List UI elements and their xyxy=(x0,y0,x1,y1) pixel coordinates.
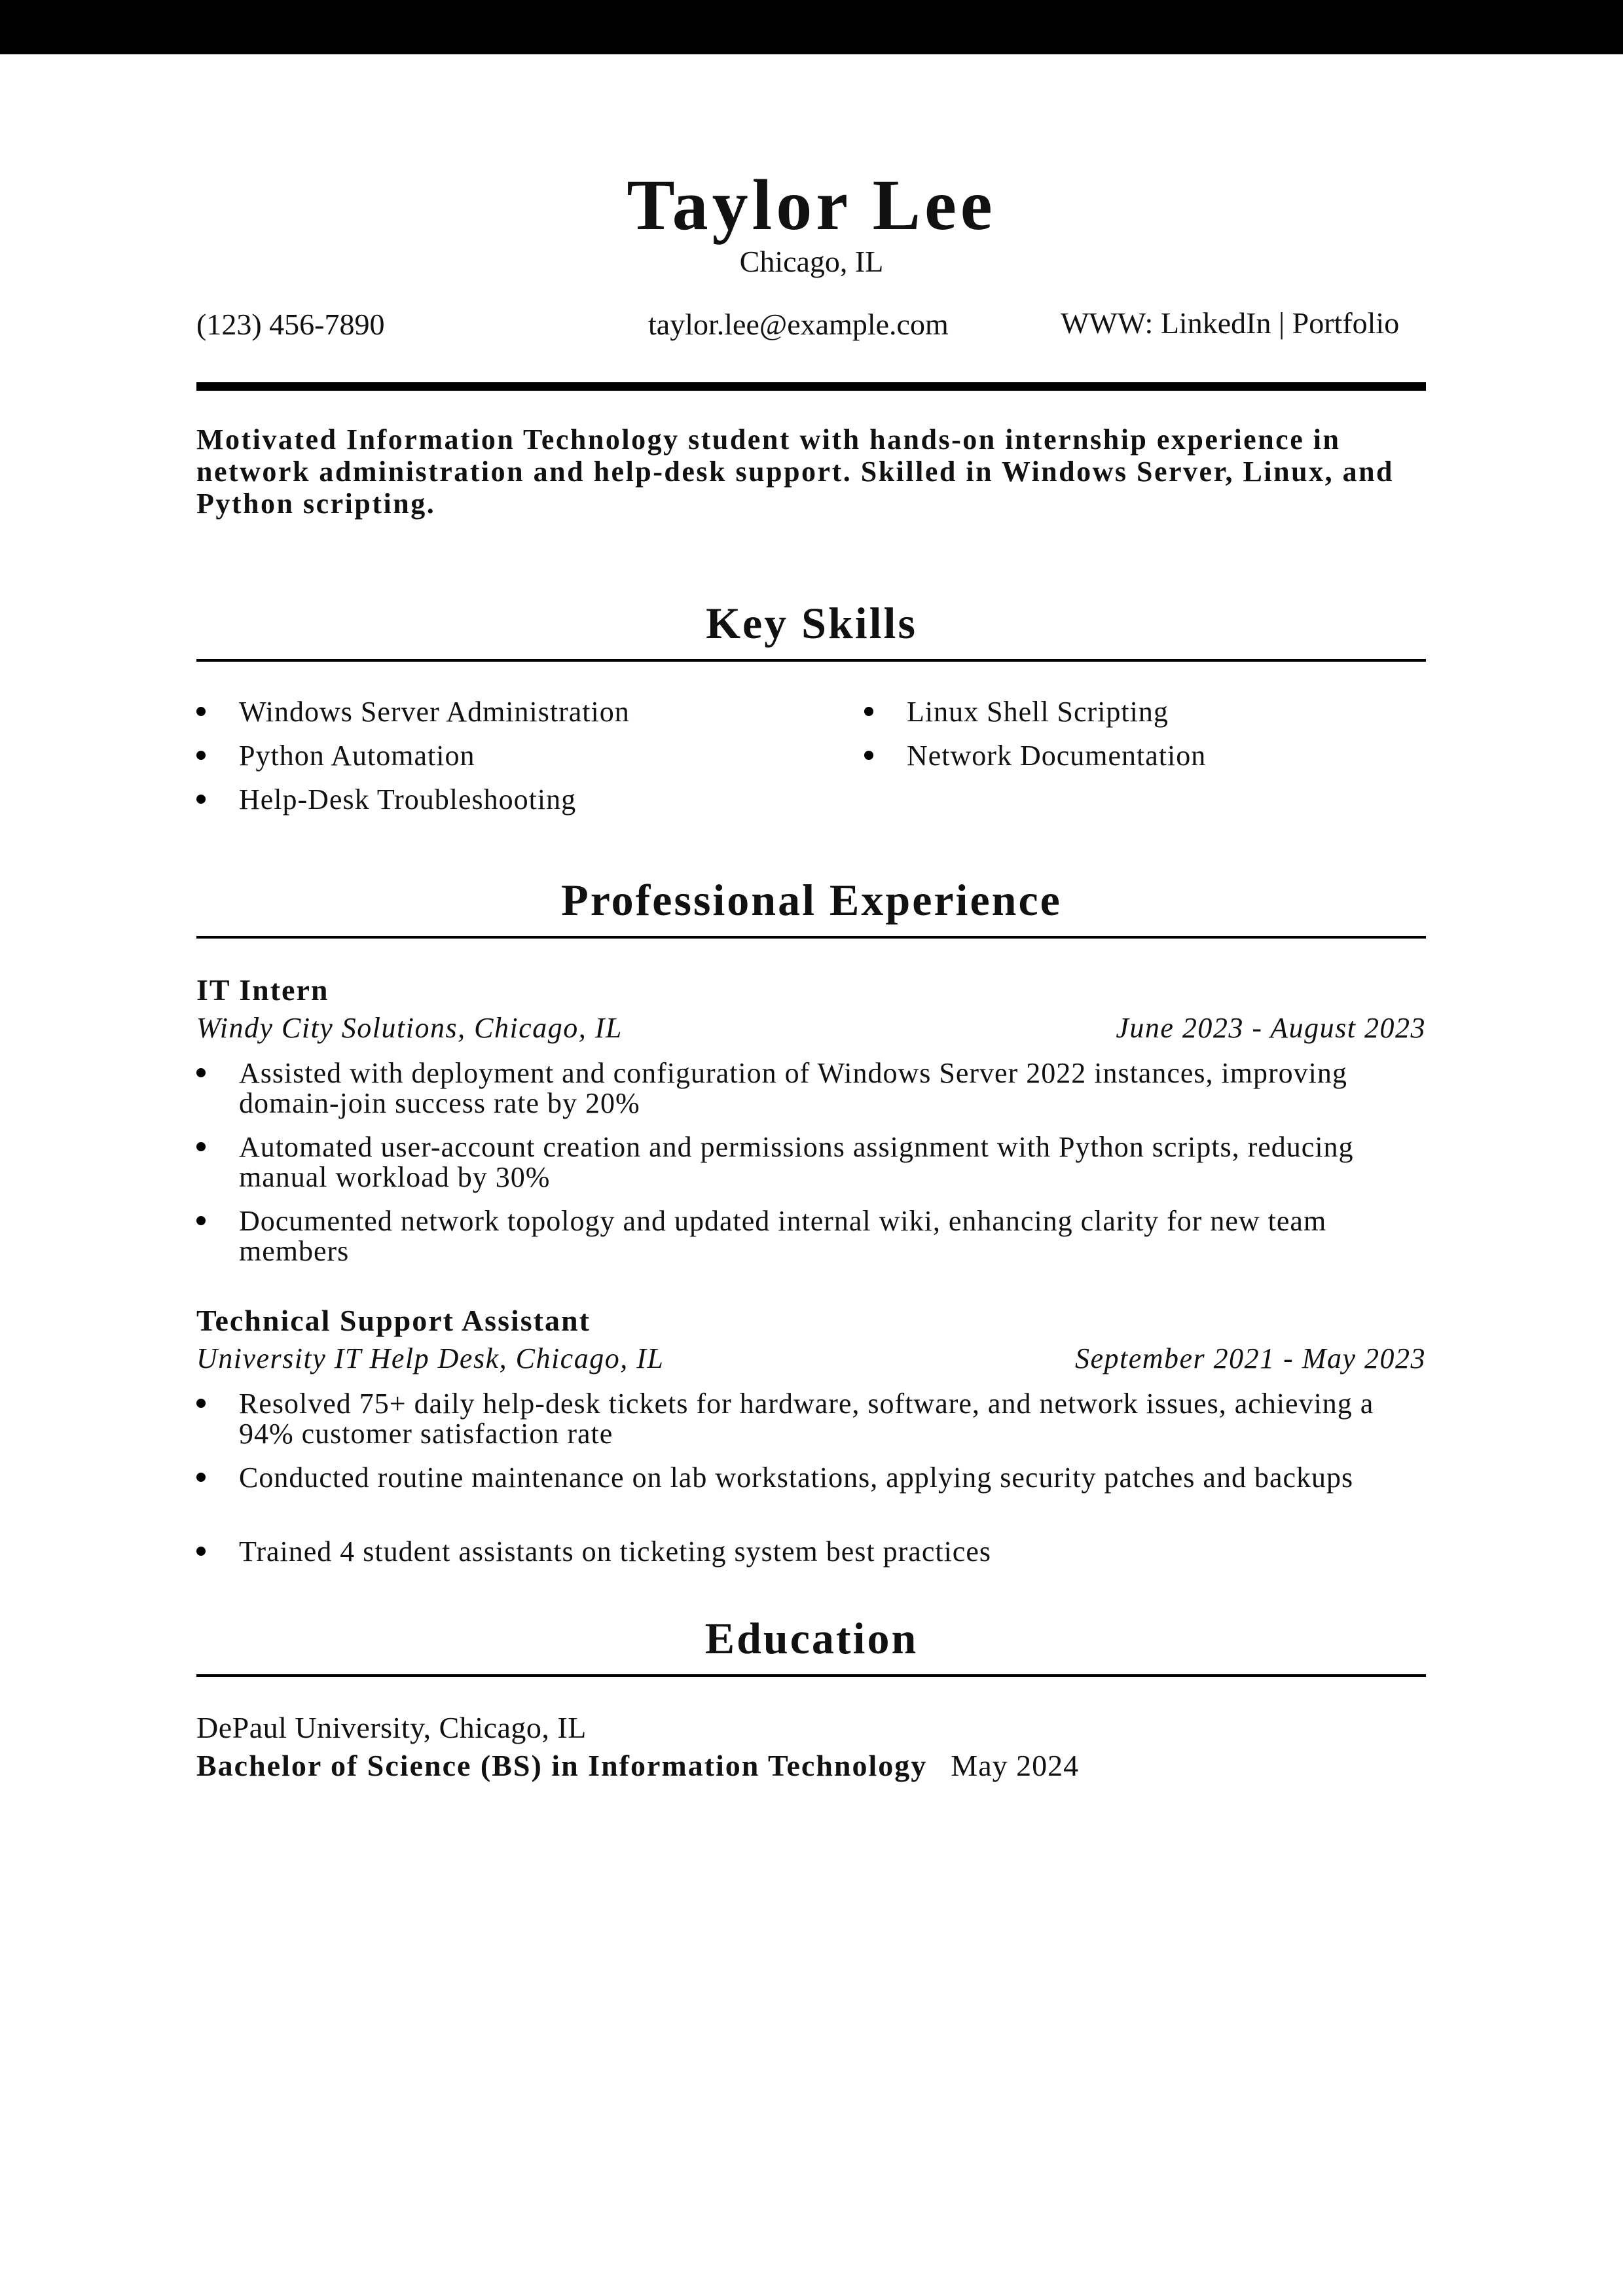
job-bullet: Trained 4 student assistants on ticketing system best practices xyxy=(239,1535,991,1568)
skill-item: Python Automation xyxy=(239,740,475,772)
education-degree: Bachelor of Science (BS) in Information Technology xyxy=(196,1749,928,1782)
skill-item: Windows Server Administration xyxy=(239,696,630,728)
key-skills-divider xyxy=(196,659,1426,662)
education-school: DePaul University, Chicago, IL xyxy=(196,1711,587,1744)
skill-item: Network Documentation xyxy=(907,740,1207,772)
job-company: University IT Help Desk, Chicago, IL xyxy=(196,1342,665,1374)
top-black-bar xyxy=(0,0,1623,54)
bullet-icon xyxy=(196,1068,206,1077)
job-title: IT Intern xyxy=(196,973,329,1007)
bullet-icon xyxy=(196,1547,206,1556)
bullet-icon xyxy=(196,1399,206,1408)
education-divider xyxy=(196,1674,1426,1677)
experience-divider xyxy=(196,936,1426,939)
candidate-location: Chicago, IL xyxy=(739,245,884,278)
bullet-icon xyxy=(196,1473,206,1482)
bullet-icon xyxy=(196,795,206,804)
education-date: May 2024 xyxy=(951,1749,1080,1782)
professional-summary: Motivated Information Technology student with hands-on internship experience in network administration and help-desk support. Skilled in Windows Server, Linux, and Python scripting. xyxy=(196,423,1395,520)
job-bullet: Assisted with deployment and configuration of Windows Server 2022 instances, improving domain-join success rate by 20% xyxy=(239,1057,1347,1119)
job-bullet: Automated user-account creation and permissions assignment with Python scripts, reducing manual workload by 30% xyxy=(239,1131,1354,1193)
job-bullet: Documented network topology and updated internal wiki, enhancing clarity for new team members xyxy=(239,1205,1327,1267)
job-dates: September 2021 - May 2023 xyxy=(1074,1342,1426,1374)
phone-number: (123) 456-7890 xyxy=(196,308,385,341)
job-dates: June 2023 - August 2023 xyxy=(1116,1012,1426,1044)
bullet-icon xyxy=(864,751,873,760)
section-title-professional-experience: Professional Experience xyxy=(561,875,1062,925)
job-bullet: Conducted routine maintenance on lab workstations, applying security patches and backups xyxy=(239,1462,1354,1494)
candidate-name: Taylor Lee xyxy=(627,165,996,245)
web-links[interactable]: WWW: LinkedIn | Portfolio xyxy=(1061,306,1400,340)
bullet-icon xyxy=(196,1216,206,1225)
education-degree-line xyxy=(196,1748,1079,1784)
skill-item: Linux Shell Scripting xyxy=(907,696,1169,728)
job-company: Windy City Solutions, Chicago, IL xyxy=(196,1012,623,1044)
job-title: Technical Support Assistant xyxy=(196,1304,591,1337)
job-bullet: Resolved 75+ daily help-desk tickets for hardware, software, and network issues, achieving a 94% customer satisfaction rate xyxy=(239,1388,1374,1450)
bullet-icon xyxy=(864,707,873,716)
bullet-icon xyxy=(196,1142,206,1151)
section-title-key-skills: Key Skills xyxy=(706,598,917,648)
header-divider xyxy=(196,382,1426,391)
skill-item: Help-Desk Troubleshooting xyxy=(239,783,577,816)
email-address[interactable]: taylor.lee@example.com xyxy=(648,308,949,341)
section-title-education: Education xyxy=(704,1613,919,1663)
bullet-icon xyxy=(196,707,206,716)
bullet-icon xyxy=(196,751,206,760)
